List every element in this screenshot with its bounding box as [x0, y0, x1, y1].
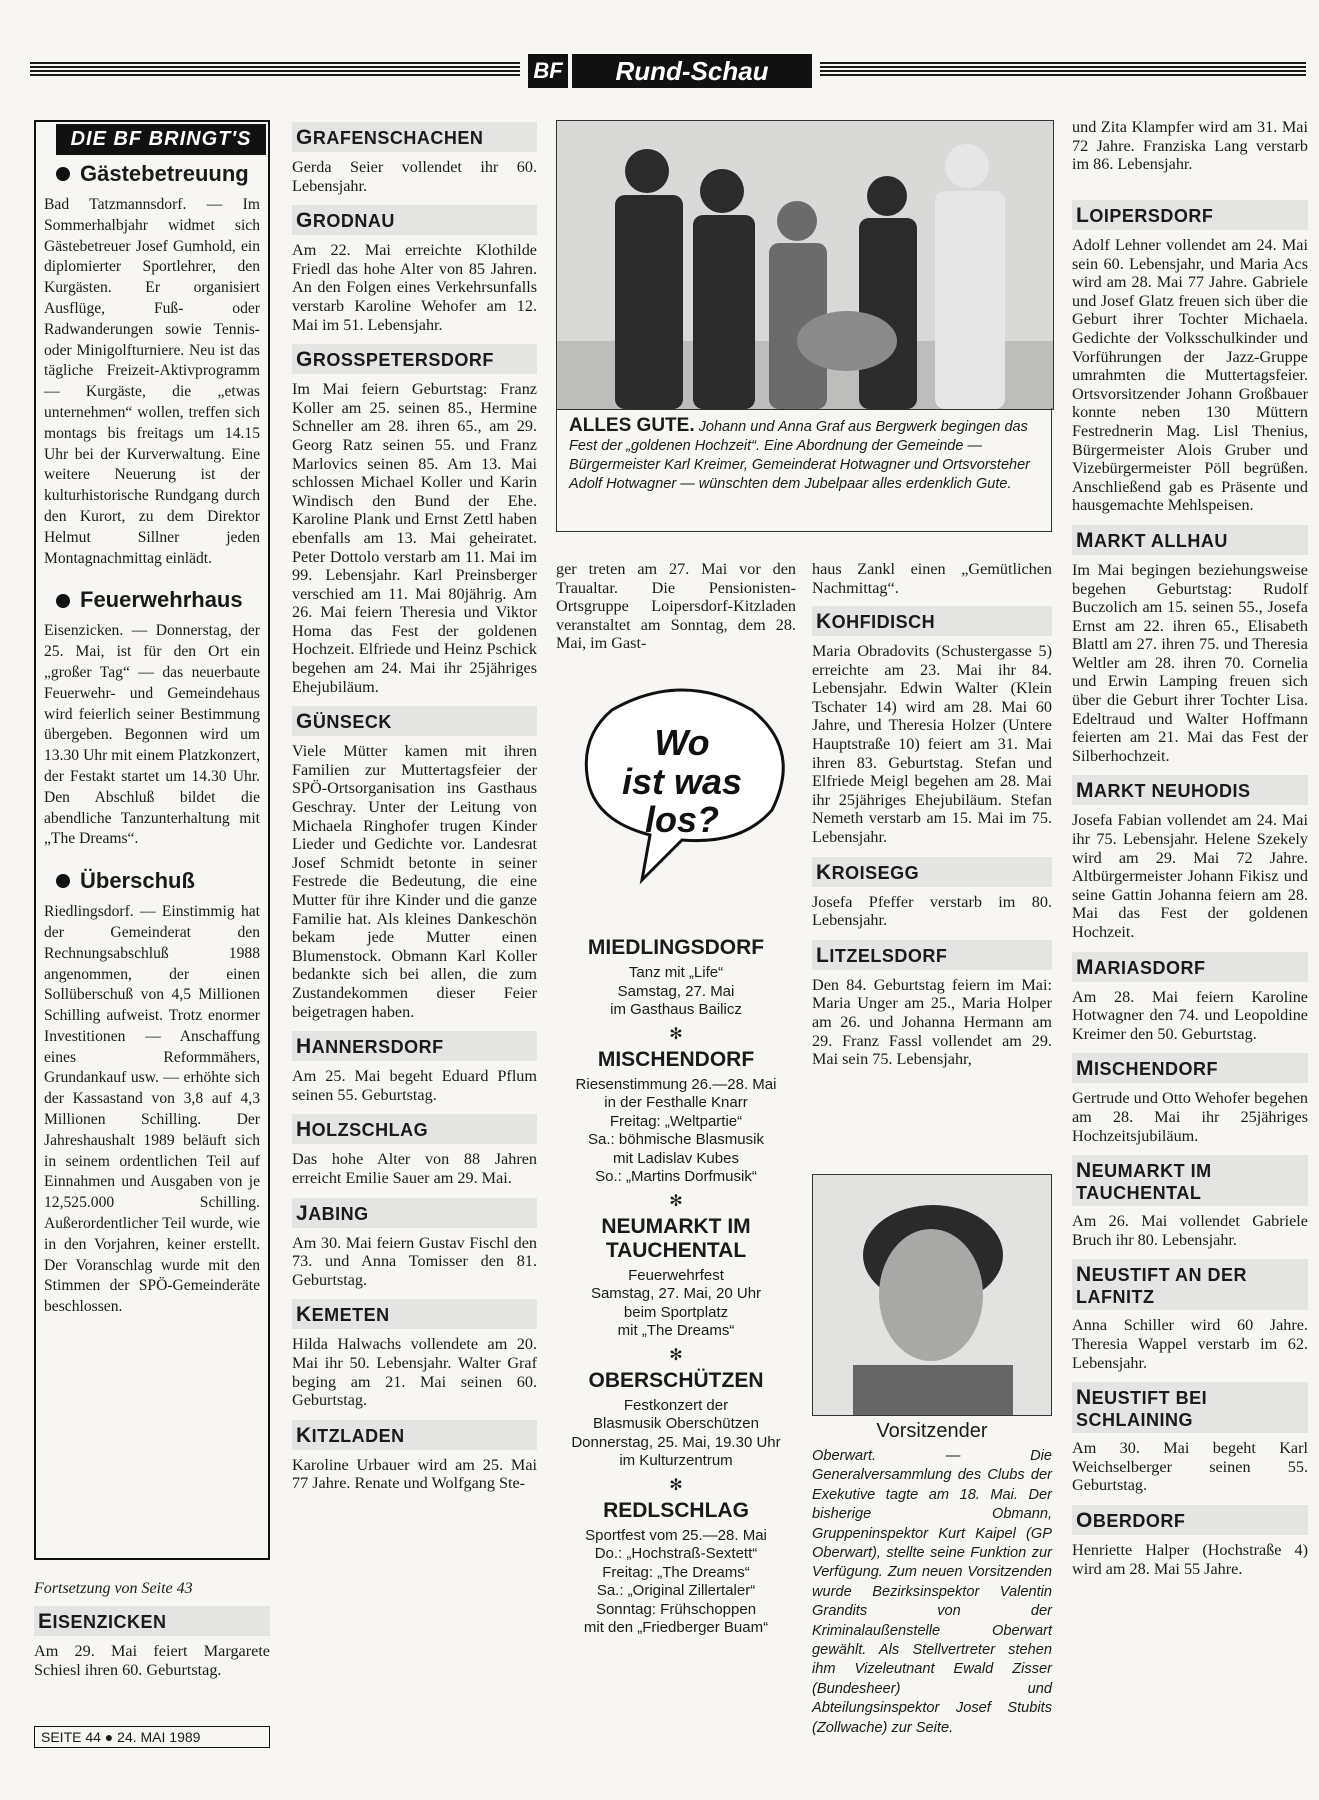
events-list	[556, 936, 796, 1638]
section-text: Den 84. Geburtstag feiern im Mai: Maria Unger am 25., Maria Holper am 26. und Johanna Hermann am 29. Franz Fassl vollendet am 29. Mai sein 75. Lebensjahr,	[812, 975, 1052, 1069]
event-title: REDLSCHLAG	[603, 1498, 749, 1522]
section-text: Am 28. Mai feiern Karoline Hotwagner den 74. und Leopoldine Kreimer den 50. Geburtstag.	[1072, 987, 1308, 1043]
section-heading: HOLZSCHLAG	[292, 1114, 537, 1144]
caption-text: Johann und Anna Graf aus Bergwerk begingen das Fest der „goldenen Hochzeit“. Eine Abordnung der Gemeinde — Bürgermeister Karl Kreimer, Gemeinderat Hotwagner und Ortsvorsteher Adolf Hotwagner — wünschten dem Jubelpaar alles erdenklich Gute.	[569, 419, 1030, 492]
section-heading: KROISEGG	[812, 857, 1052, 887]
section-heading: NEUMARKT IM TAUCHENTAL	[1072, 1155, 1308, 1206]
section-text: Hilda Halwachs vollendete am 20. Mai ihr 50. Lebensjahr. Walter Graf beging am 21. Mai seinen 60. Geburtstag.	[292, 1335, 537, 1410]
event-line: Samstag, 27. Mai, 20 Uhr	[590, 1285, 762, 1302]
sidebar-article-title: Feuerwehrhaus	[44, 587, 260, 613]
section-text: Am 22. Mai erreichte Klothilde Friedl das hohe Alter von 85 Jahren. An den Folgen eines Verkehrsunfalls verstarb Karoline Wehofer am 12. Mai im 51. Lebensjahr.	[292, 241, 537, 334]
caption-lead: ALLES GUTE.	[569, 415, 695, 436]
continued-note: Fortsetzung von Seite 43	[34, 1580, 193, 1597]
event-line: Donnerstag, 25. Mai, 19.30 Uhr	[571, 1433, 781, 1451]
section-heading: MARIASDORF	[1072, 952, 1308, 982]
bullet-icon	[56, 874, 70, 888]
sidebar-article-body: Bad Tatzmannsdorf. — Im Sommerhalbjahr widmet sich Gästebetreuer Josef Gumhold, ein diplomierter Sportlehrer, den Kurgästen. Er organisiert Ausflüge, Fuß- oder Radwanderungen sowie Tennis- oder Minigolfturniere. Neu ist das tägliche Freizeit-Aktivprogramm — Kurgäste, die „etwas unternehmen“ wollen, treffen sich montags bis freitags um 14.15 Uhr bei der Kurverwaltung. Eine weitere Neuerung ist der kulturhistorische Rundgang durch den Kurort, zu dem Direktor Helmut Sillner jeden Montagnachmittag einlädt.	[44, 196, 260, 567]
section-heading: GROSSPETERSDORF	[292, 344, 537, 374]
event-details	[556, 964, 796, 1020]
event-details	[556, 1076, 796, 1187]
section-heading: LITZELSDORF	[812, 940, 1052, 970]
section-heading: KEMETEN	[292, 1299, 537, 1329]
event-title: MIEDLINGSDORF	[587, 936, 765, 959]
event-line: mit Ladislav Kubes	[613, 1149, 739, 1167]
section-heading: KOHFIDISCH	[812, 606, 1052, 636]
event-line: Freitag: „The Dreams“	[602, 1563, 750, 1581]
column-3-text: ger treten am 27. Mai vor den Traualtar. Die Pensionisten-Ortsgruppe Loipersdorf-Kitzladen veranstaltet am Sonntag, dem 28. Mai, im Gast-	[556, 560, 796, 653]
masthead-title: Rund-Schau	[572, 54, 812, 88]
sidebar-banner: DIE BF BRINGT'S	[56, 124, 266, 155]
event-separator: ✻	[669, 1025, 683, 1043]
column-villages-5	[1072, 196, 1308, 1578]
column-villages-4	[812, 602, 1052, 1069]
event-line: Festkonzert der	[623, 1396, 729, 1414]
section-heading: MARKT ALLHAU	[1072, 525, 1308, 555]
section-text: Josefa Fabian vollendet am 24. Mai ihr 75. Lebensjahr. Helene Szekely wird am 29. Mai 72 Jahre. Altbürgermeister Johann Fikisz und seine Gattin Johanna feiern am 28. Mai das Fest der goldenen Hochzeit.	[1072, 811, 1308, 941]
event-details	[556, 1267, 796, 1341]
event-line: Feuerwehrfest	[628, 1266, 724, 1284]
sidebar-article-title: Gästebetreuung	[44, 161, 260, 187]
section-heading: EISENZICKEN	[34, 1606, 270, 1636]
portrait-photo	[812, 1174, 1052, 1416]
page-footer: SEITE 44 ● 24. MAI 1989	[34, 1726, 270, 1748]
event-line: Riesenstimmung 26.—28. Mai	[575, 1075, 777, 1093]
masthead-rule-left	[30, 62, 520, 78]
event-title: OBERSCHÜTZEN	[588, 1368, 764, 1392]
event-line: Tanz mit „Life“	[628, 964, 724, 981]
section-heading: GRODNAU	[292, 205, 537, 235]
masthead-logo: BF	[528, 54, 568, 88]
bullet-icon	[56, 167, 70, 181]
event-line: Sonntag: Frühschoppen	[595, 1600, 757, 1618]
section-heading: NEUSTIFT AN DER LAFNITZ	[1072, 1259, 1308, 1310]
section-heading: JABING	[292, 1198, 537, 1228]
section-text: Am 29. Mai feiert Margarete Schiesl ihren 60. Geburtstag.	[34, 1642, 270, 1679]
photo-illustration	[557, 121, 1053, 409]
section-heading: LOIPERSDORF	[1072, 200, 1308, 230]
section-text: Gerda Seier vollendet ihr 60. Lebensjahr.	[292, 158, 537, 195]
section-text: Anna Schiller wird 60 Jahre. Theresia Wappel verstarb im 62. Lebensjahr.	[1072, 1316, 1308, 1372]
event-line: Samstag, 27. Mai	[617, 982, 735, 1000]
event-separator: ✻	[669, 1476, 683, 1494]
event-line: Sportfest vom 25.—28. Mai	[585, 1526, 767, 1544]
masthead-rule-right	[820, 62, 1306, 78]
portrait-illustration	[813, 1175, 1051, 1415]
event-line: mit den „Friedberger Buam“	[583, 1619, 769, 1636]
event-line: So.: „Martins Dorfmusik“	[595, 1168, 757, 1185]
event-line: Do.: „Hochstraß-Sextett“	[594, 1545, 758, 1562]
section-text: Karoline Urbauer wird am 25. Mai 77 Jahre. Renate und Wolfgang Ste-	[292, 1455, 537, 1493]
event-separator: ✻	[669, 1346, 683, 1364]
section-heading: OBERDORF	[1072, 1505, 1308, 1535]
section-text: Henriette Halper (Hochstraße 4) wird am 28. Mai 55 Jahre.	[1072, 1540, 1308, 1578]
section-heading: NEUSTIFT BEI SCHLAINING	[1072, 1382, 1308, 1433]
photo-caption	[556, 408, 1052, 532]
section-heading: HANNERSDORF	[292, 1031, 537, 1061]
section-text: Maria Obradovits (Schustergasse 5) erreichte am 23. Mai ihr 84. Lebensjahr. Edwin Walter (Klein Tschater 14) wird am 28. Mai 60 Jahre, und Theresia Holzer (Untere Hauptstraße 10) feiert am 31. Mai ihren 83. Geburtstag. Stefan und Elfriede Meigl begehen am 28. Mai ihr 25jähriges Ehejubiläum. Stefan Nemeth verstarb am 15. Mai im 75. Lebensjahr.	[812, 642, 1052, 846]
vorsitz-block	[812, 1420, 1052, 1738]
vorsitz-title: Vorsitzender	[876, 1420, 988, 1442]
section-text: Am 25. Mai begeht Eduard Pflum seinen 55. Geburtstag.	[292, 1067, 537, 1104]
event-details	[556, 1527, 796, 1638]
continuation-block	[34, 1580, 270, 1679]
speech-bubble	[572, 680, 792, 900]
section-heading: MISCHENDORF	[1072, 1053, 1308, 1083]
bullet-icon	[56, 594, 70, 608]
column-villages-1	[292, 118, 537, 1493]
news-photo	[556, 120, 1054, 410]
section-text: Im Mai feiern Geburtstag: Franz Koller am 25. seinen 85., Hermine Schneller am 28. ihren 65., am 29. Georg Ratz seinen 55. und Franz Marlovics seinen 85. Am 13. Mai schlossen Michael Koller und Karin Windisch den Bund der Ehe. Karoline Plank und Ernst Zettl haben ebenfalls am 13. Mai geheiratet. Peter Dottolo verstarb am 11. Mai im 99. Lebensjahr. Karl Preinsberger verschied am 11. Mai 80jährig. Am 26. Mai feiern Theresia und Viktor Homa das Fest der goldenen Hochzeit. Elfriede und Heinz Pschick begehen am 24. Mai ihr 25jähriges Ehejubiläum.	[292, 380, 537, 696]
event-line: in der Festhalle Knarr	[604, 1094, 748, 1111]
section-text: Im Mai begingen beziehungsweise begehen Geburtstag: Rudolf Buczolich am 15. seinen 55., Josefa Ernst am 22. ihren 65., Elisabeth Blattl am 27. ihren 75. und Theresia Weltler am 28. ihren 70. Cornelia und Erwin Lamping freuen sich über die Geburt ihrer Tochter Lisa. Edeltraud und Walter Hoffmann feierten am 21. Mai das Fest der Silberhochzeit.	[1072, 560, 1308, 765]
event-line: Sa.: „Original Zillertaler“	[596, 1582, 756, 1599]
section-text: Am 26. Mai vollendet Gabriele Bruch ihr 80. Lebensjahr.	[1072, 1212, 1308, 1249]
event-title: MISCHENDORF	[597, 1047, 755, 1071]
section-text: Am 30. Mai feiern Gustav Fischl den 73. und Anna Tomisser den 81. Geburtstag.	[292, 1233, 537, 1289]
sidebar-article-body: Eisenzicken. — Donnerstag, der 25. Mai, ist für den Ort ein „großer Tag“ — das neuerbaute Feuerwehr- und Gemeindehaus wird feierlich seiner Bestimmung übergeben. Begonnen wird um 13.30 Uhr mit einem Platzkonzert, der Festakt startet um 14.30 Uhr. Den Abschluß bildet die abendliche Tanzunterhaltung mit „The Dreams“.	[44, 622, 260, 848]
event-title: NEUMARKT IM TAUCHENTAL	[601, 1214, 751, 1262]
event-separator: ✻	[669, 1192, 683, 1210]
section-heading: KITZLADEN	[292, 1420, 537, 1450]
event-line: Blasmusik Oberschützen	[593, 1415, 759, 1432]
event-line: im Kulturzentrum	[619, 1452, 733, 1469]
section-text: Das hohe Alter von 88 Jahren erreicht Emilie Sauer am 29. Mai.	[292, 1150, 537, 1187]
sidebar-article-title: Überschuß	[44, 868, 260, 894]
vorsitz-text: Oberwart. — Die Generalversammlung des Clubs der Exekutive tagte am 18. Mai. Der bisherige Obmann, Gruppeninspektor Kurt Kaipel (GP Oberwart), stellte seine Funktion zur Verfügung. Zum neuen Vorsitzenden wurde Bezirksinspektor Valentin Grandits von der Kriminalaußenstelle Oberwart gewählt. Als Stellvertreter stehen ihm Vizeleutnant Ewald Zisser (Bundesheer) und Abteilungsinspektor Josef Stubits (Zollwache) zur Seite.	[812, 1448, 1052, 1736]
bubble-line: los?	[644, 799, 720, 840]
bubble-line: ist was	[621, 761, 743, 802]
section-text: Gertrude und Otto Wehofer begehen am 28. Mai ihr 25jähriges Hochzeitsjubiläum.	[1072, 1089, 1308, 1145]
section-text: Josefa Pfeffer verstarb im 80. Lebensjahr.	[812, 892, 1052, 930]
section-heading: GRAFENSCHACHEN	[292, 122, 537, 152]
event-line: Sa.: böhmische Blasmusik	[588, 1131, 764, 1148]
section-text: Adolf Lehner vollendet am 24. Mai sein 60. Lebensjahr, und Maria Acs wird am 28. Mai 77 Jahre. Gabriele und Josef Glatz freuen sich über die Geburt ihrer Tochter Michaela. Gedichte der Volksschulkinder und Vorführungen der Jazz-Gruppe umrahmten die Muttertagsfeier. Ortsvorsitzender Johann Großbauer konnte neben 130 Müttern Festrednerin Mag. Lisl Thenius, Bürgermeister Alois Gruber und Vizebürgermeister Pöll begrüßen. Anschließend gab es Präsente und hausgemachte Mehlspeisen.	[1072, 236, 1308, 515]
column-4-intro: haus Zankl einen „Gemütlichen Nachmittag“.	[812, 560, 1052, 597]
sidebar-article-body: Riedlingsdorf. — Einstimmig hat der Gemeinderat den Rechnungsabschluß 1988 angenommen, der einen Sollüberschuß von 4,5 Millionen Schilling aufweist. Trotz enormer Investitionen — Anschaffung eines Reformmähers, Grundankauf usw. — erhöhte sich der Kassastand von 3,8 auf 4,3 Millionen Schilling. Der Jahreshaushalt 1989 beläuft sich in seinem ordentlichen Teil auf Einnahmen und Ausgaben von je 12,525.000 Schilling. Außerordentlicher Teil wurde, wie in den Vorjahren, keiner erstellt. Der Voranschlag wurde mit den Stimmen der SPÖ-Gemeinderäte beschlossen.	[44, 903, 260, 1316]
section-heading: GÜNSECK	[292, 706, 537, 736]
event-line: mit „The Dreams“	[617, 1322, 735, 1339]
column-5-intro: und Zita Klampfer wird am 31. Mai 72 Jahre. Franziska Lang verstarb im 86. Lebensjahr.	[1072, 118, 1308, 174]
event-line: beim Sportplatz	[623, 1303, 729, 1321]
event-details	[556, 1397, 796, 1471]
section-heading: MARKT NEUHODIS	[1072, 775, 1308, 805]
section-text: Viele Mütter kamen mit ihren Familien zur Muttertagsfeier der SPÖ-Ortsorganisation ins Gasthaus Geschray. Unter der Leitung von Michaela Ringhofer trugen Kinder Lieder und Gedichte vor. Landesrat Josef Schmidt betonte in seiner Festrede die Bedeutung, die eine Mutter für ihre Kinder und die ganze Familie hat. Als kleines Dankeschön bekam jede Mutter einen Blumenstock. Obmann Karl Koller bedankte sich bei allen, die zum Zustandekommen dieser Feier beigetragen haben.	[292, 742, 537, 1021]
bubble-line: Wo	[654, 722, 710, 763]
sidebar-box	[34, 120, 270, 1560]
event-line: im Gasthaus Bailicz	[610, 1001, 742, 1018]
section-text: Am 30. Mai begeht Karl Weichselberger seinen 55. Geburtstag.	[1072, 1439, 1308, 1495]
event-line: Freitag: „Weltpartie“	[609, 1112, 743, 1130]
